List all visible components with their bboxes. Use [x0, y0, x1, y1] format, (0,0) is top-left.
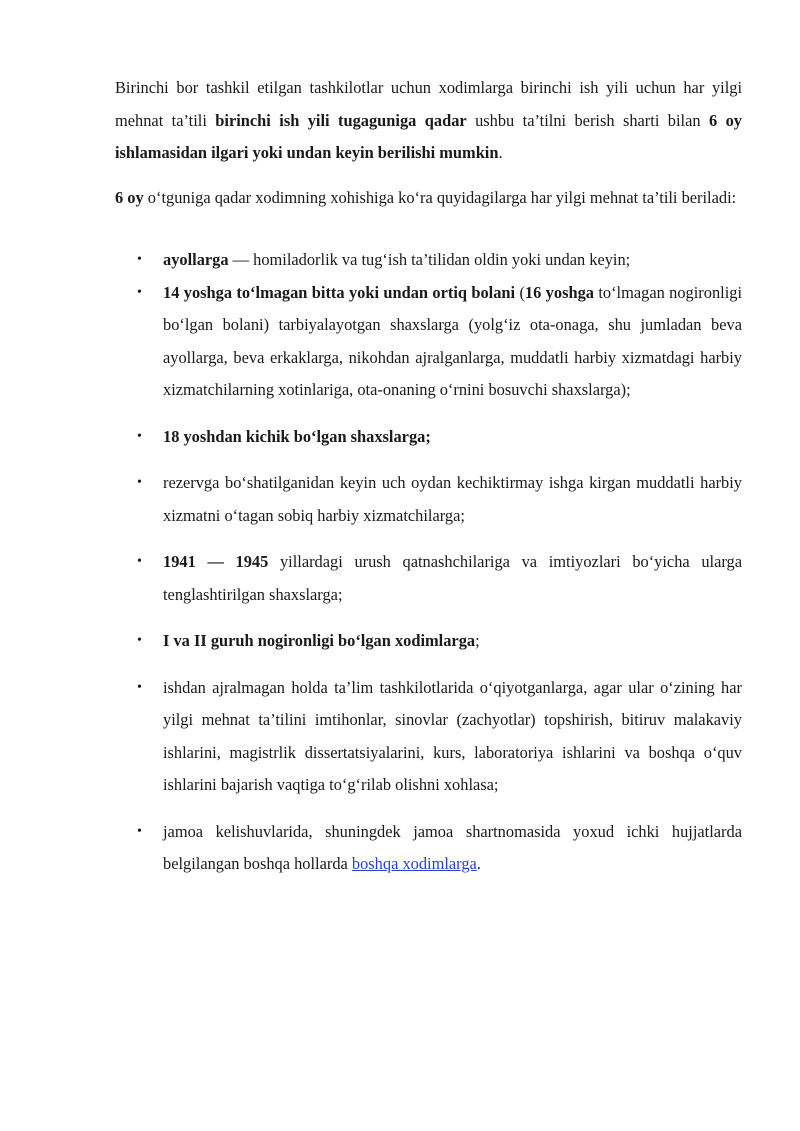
text-run: to‘lmagan nogironligi bo‘lgan bolani) tarbiyalayotgan shaxslarga (yolg‘iz ota-onaga, shu jumladan beva ayollarga, beva erkaklarga, nikohdan ajralganlarga, muddatli harbiy xizmatdagi harbiy xizmatchilarning xotinlariga, ota-onaning o‘rnini bosuvchi shaxslarga); — [163, 282, 743, 399]
bullet-icon: • — [137, 554, 142, 569]
text-run: yillardagi urush qatnashchilariga va imtiyozlari bo‘yicha ularga tenglashtirilgan shaxslarga; — [163, 552, 742, 604]
bold-text-run: ayollarga — [163, 250, 229, 269]
list-item — [115, 816, 742, 881]
bold-text-run: 18 yoshdan kichik bo‘lgan shaxslarga; — [163, 426, 431, 446]
bold-text-run: I va II guruh nogironligi bo‘lgan xodimlarga — [163, 631, 476, 650]
bullet-icon: • — [137, 679, 142, 695]
bold-text-run: 6 oy ishlamasidan ilgari yoki undan keyin berilishi mumkin — [115, 110, 742, 162]
bold-text-run: 14 yoshga to‘lmagan bitta yoki undan ortiq bolani — [163, 282, 516, 302]
document-body — [115, 72, 742, 881]
list-item — [115, 421, 742, 454]
text-run: . — [476, 854, 481, 873]
text-run: ; — [475, 631, 480, 650]
text-run: Birinchi bor tashkil etilgan tashkilotlar uchun xodimlarga birinchi ish yili uchun har yilgi mehnat ta’tili — [115, 78, 742, 130]
list-item — [115, 277, 742, 407]
text-run: jamoa kelishuvlarida, shuningdek jamoa shartnomasida yoxud ichki hujjatlarda belgilangan boshqa hollarda — [163, 821, 742, 873]
lead-paragraph — [115, 182, 742, 215]
bold-text-run: birinchi ish yili tugaguniga qadar — [215, 110, 467, 130]
bullet-icon: • — [137, 284, 142, 300]
bold-text-run: 16 yoshga — [524, 282, 594, 302]
bold-text-run: 1941 — 1945 — [163, 552, 269, 571]
bullet-icon: • — [137, 823, 142, 839]
list-item — [115, 467, 742, 532]
text-run: ( — [515, 282, 525, 302]
bullet-icon: • — [137, 475, 142, 490]
text-run: . — [498, 143, 503, 162]
list-item — [115, 672, 742, 802]
list-item — [115, 244, 742, 277]
list-item — [115, 546, 742, 611]
text-run: — homiladorlik va tug‘ish ta’tilidan oldin yoki undan keyin; — [228, 250, 631, 269]
list-item — [115, 625, 742, 658]
bullet-icon: • — [137, 633, 142, 648]
eligibility-list — [115, 244, 742, 881]
text-run: ushbu ta’tilni berish sharti bilan — [466, 110, 709, 130]
text-run: ishdan ajralmagan holda ta’lim tashkilotlarida o‘qiyotganlarga, agar ular o‘zining har yilgi mehnat ta’tilini imtihonlar, sinovlar (zachyotlar) topshirish, bitiruv malakaviy ishlarini, magistrlik dissertatsiyalarini, kurs, laboratoriya ishlarini va boshqa o‘quv ishlarini bajarish vaqtiga to‘g‘rilab olishni xohlasa; — [163, 677, 742, 794]
bullet-icon: • — [137, 428, 142, 444]
other-employees-link[interactable]: boshqa xodimlarga — [351, 854, 477, 873]
text-run: rezervga bo‘shatilganidan keyin uch oydan kechiktirmay ishga kirgan muddatli harbiy xizmatni o‘tagan sobiq harbiy xizmatchilarga; — [163, 473, 742, 525]
text-run: o‘tguniga qadar xodimning xohishiga ko‘ra quyidagilarga har yilgi mehnat ta’tili beriladi: — [143, 187, 737, 207]
intro-paragraph — [115, 72, 742, 170]
bullet-icon: • — [137, 252, 142, 267]
bold-text-run: 6 oy — [115, 187, 144, 207]
